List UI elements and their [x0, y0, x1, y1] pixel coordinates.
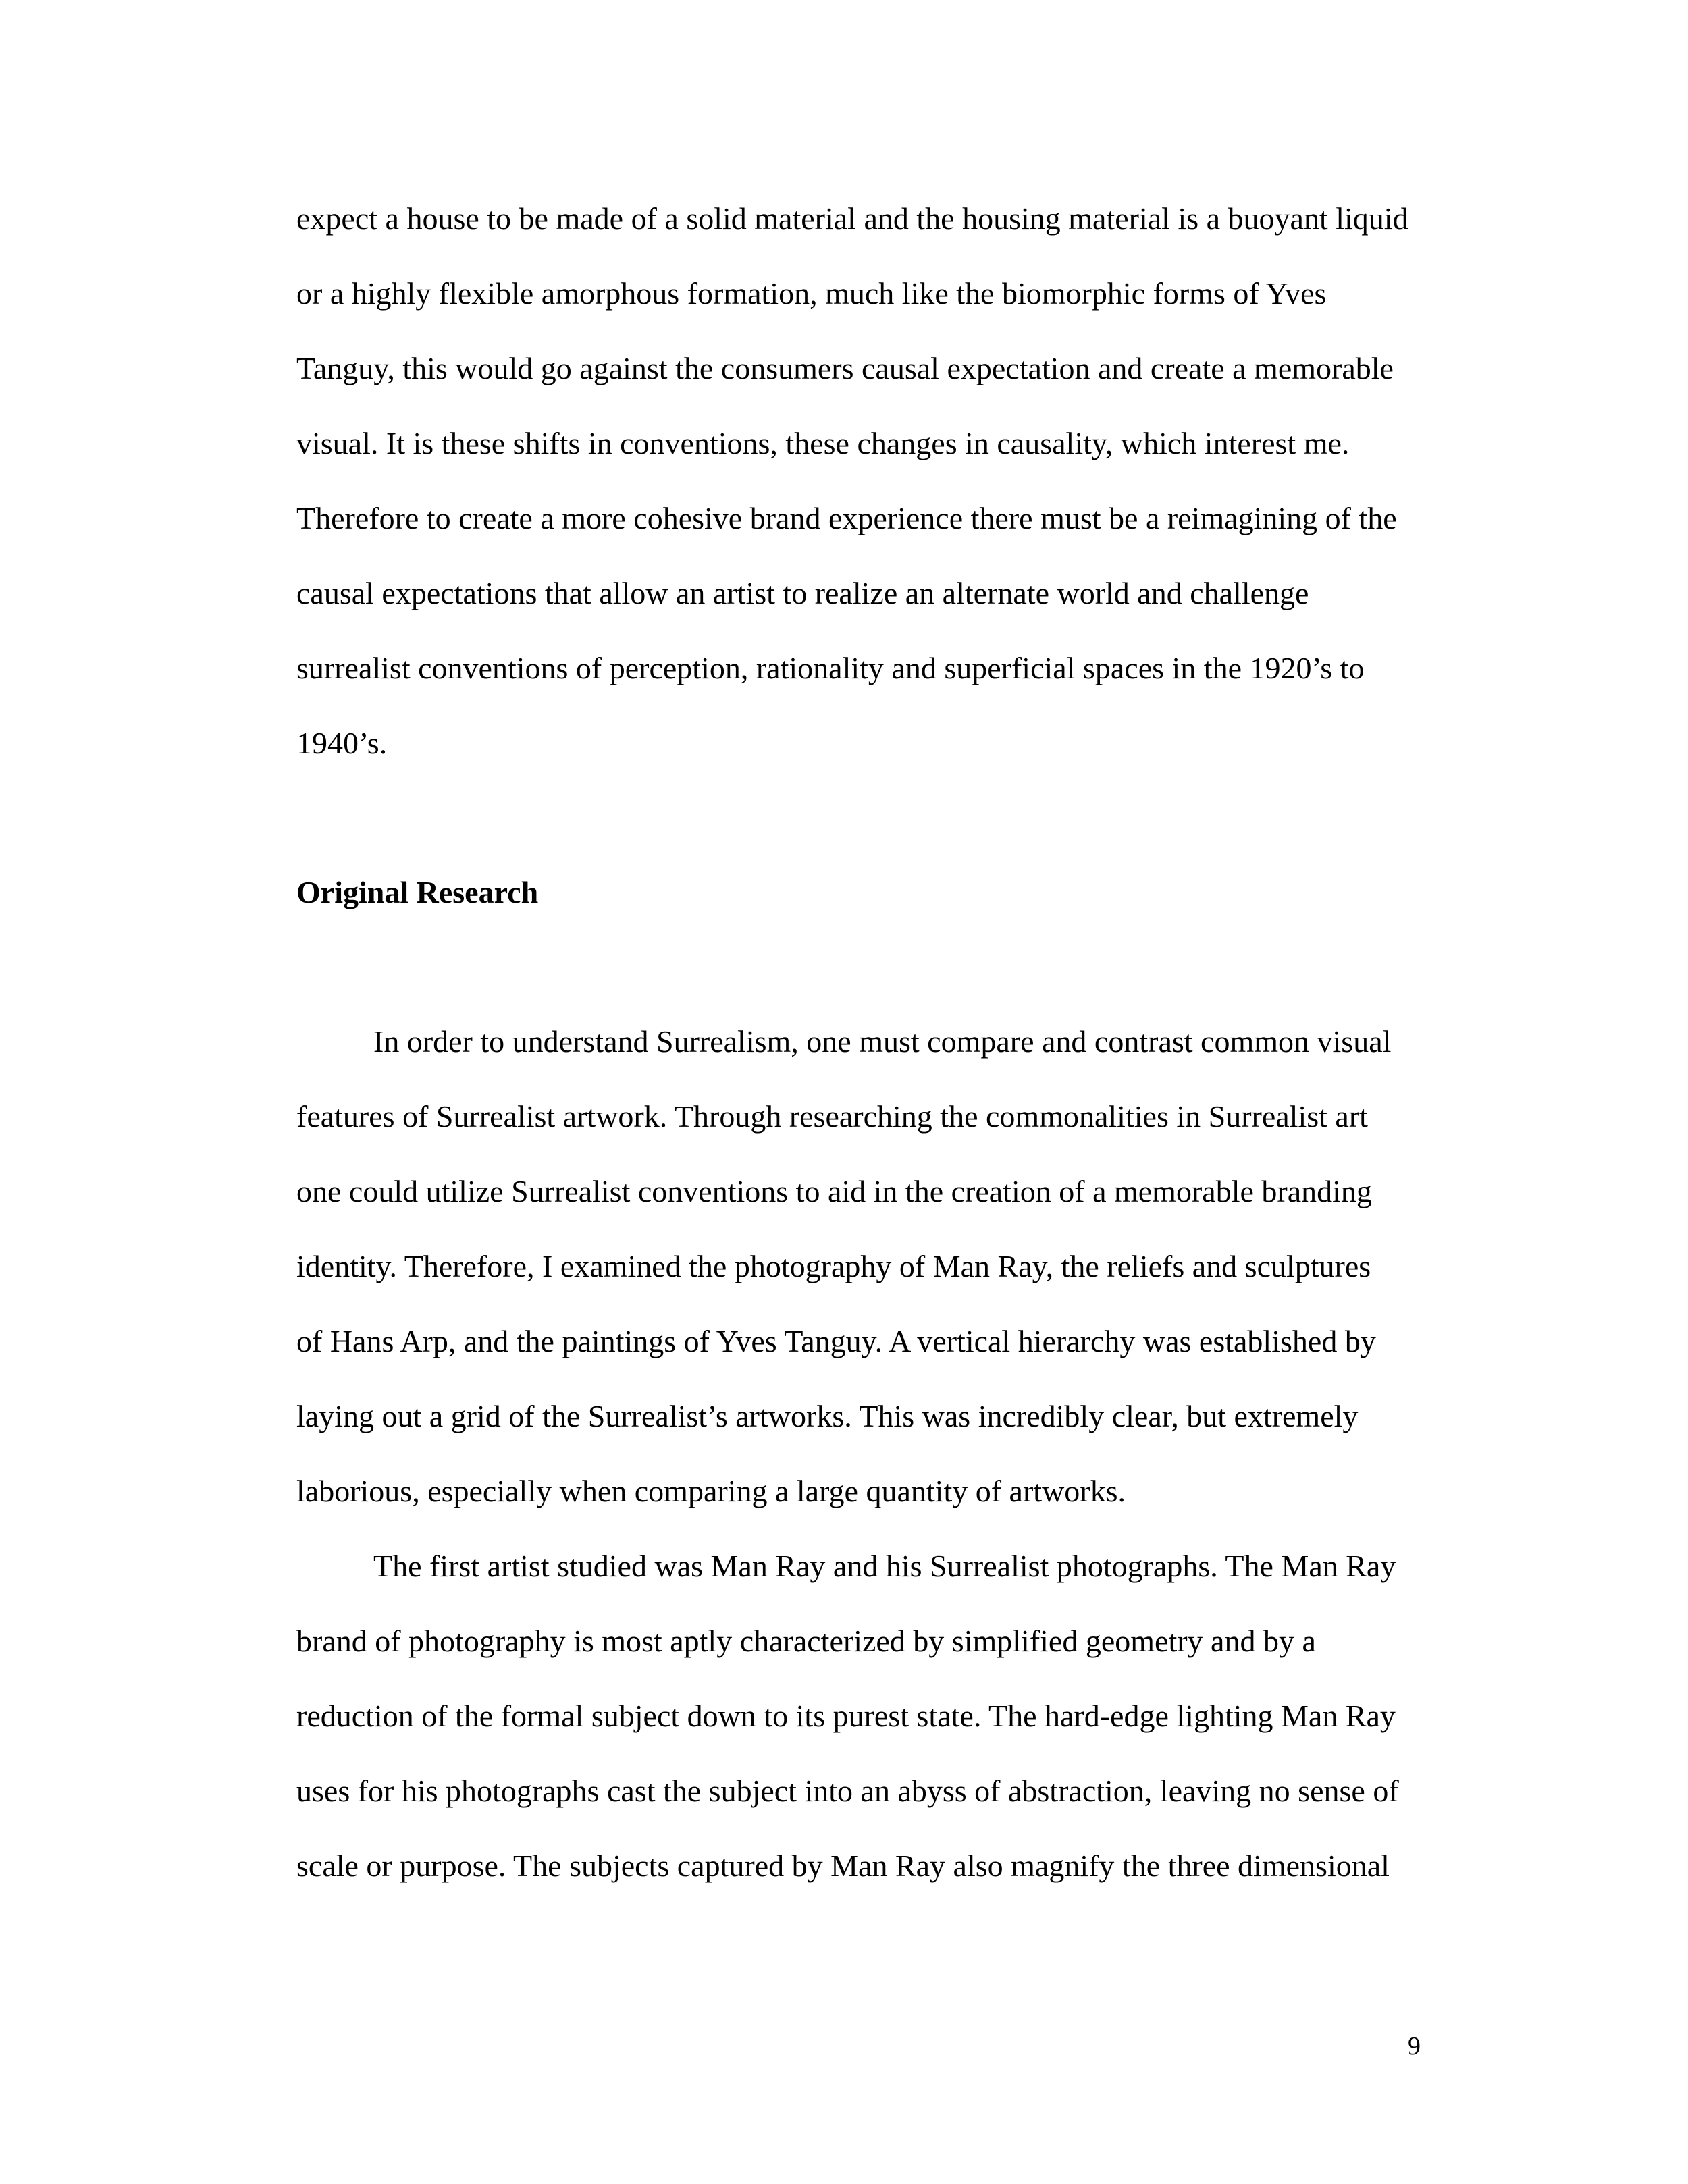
body-text-line: reduction of the formal subject down to its purest state. The hard-edge lighting Man Ray	[296, 1699, 1396, 1733]
body-text-line: Tanguy, this would go against the consumers causal expectation and create a memorable	[296, 351, 1394, 385]
body-text-line: surrealist conventions of perception, rationality and superficial spaces in the 1920’s to	[296, 651, 1365, 685]
body-text-line: Therefore to create a more cohesive brand experience there must be a reimagining of the	[296, 501, 1397, 535]
section-heading: Original Research	[296, 875, 539, 909]
body-text-line: scale or purpose. The subjects captured by Man Ray also magnify the three dimensional	[296, 1848, 1390, 1883]
body-text-line: features of Surrealist artwork. Through researching the commonalities in Surrealist art	[296, 1099, 1368, 1134]
body-text-line: 1940’s.	[296, 726, 388, 760]
body-text-line: visual. It is these shifts in conventions, these changes in causality, which interest me.	[296, 426, 1350, 460]
body-text-line: laborious, especially when comparing a large quantity of artworks.	[296, 1474, 1126, 1508]
body-text-line: one could utilize Surrealist conventions to aid in the creation of a memorable branding	[296, 1174, 1372, 1208]
body-text-line: expect a house to be made of a solid material and the housing material is a buoyant liquid	[296, 201, 1408, 236]
body-text-line: brand of photography is most aptly characterized by simplified geometry and by a	[296, 1624, 1316, 1658]
body-text-line: uses for his photographs cast the subject into an abyss of abstraction, leaving no sense of	[296, 1774, 1399, 1808]
body-text-line: or a highly flexible amorphous formation, much like the biomorphic forms of Yves	[296, 276, 1327, 311]
body-text-line: laying out a grid of the Surrealist’s artworks. This was incredibly clear, but extremely	[296, 1399, 1359, 1433]
body-text-line: In order to understand Surrealism, one must compare and contrast common visual	[373, 1024, 1392, 1059]
body-text-line: of Hans Arp, and the paintings of Yves Tanguy. A vertical hierarchy was established by	[296, 1324, 1376, 1358]
page-number: 9	[1408, 2032, 1421, 2060]
body-text-line: causal expectations that allow an artist to realize an alternate world and challenge	[296, 576, 1309, 610]
body-text-line: identity. Therefore, I examined the photography of Man Ray, the reliefs and sculptures	[296, 1249, 1371, 1283]
body-text-line: The first artist studied was Man Ray and his Surrealist photographs. The Man Ray	[373, 1549, 1396, 1583]
